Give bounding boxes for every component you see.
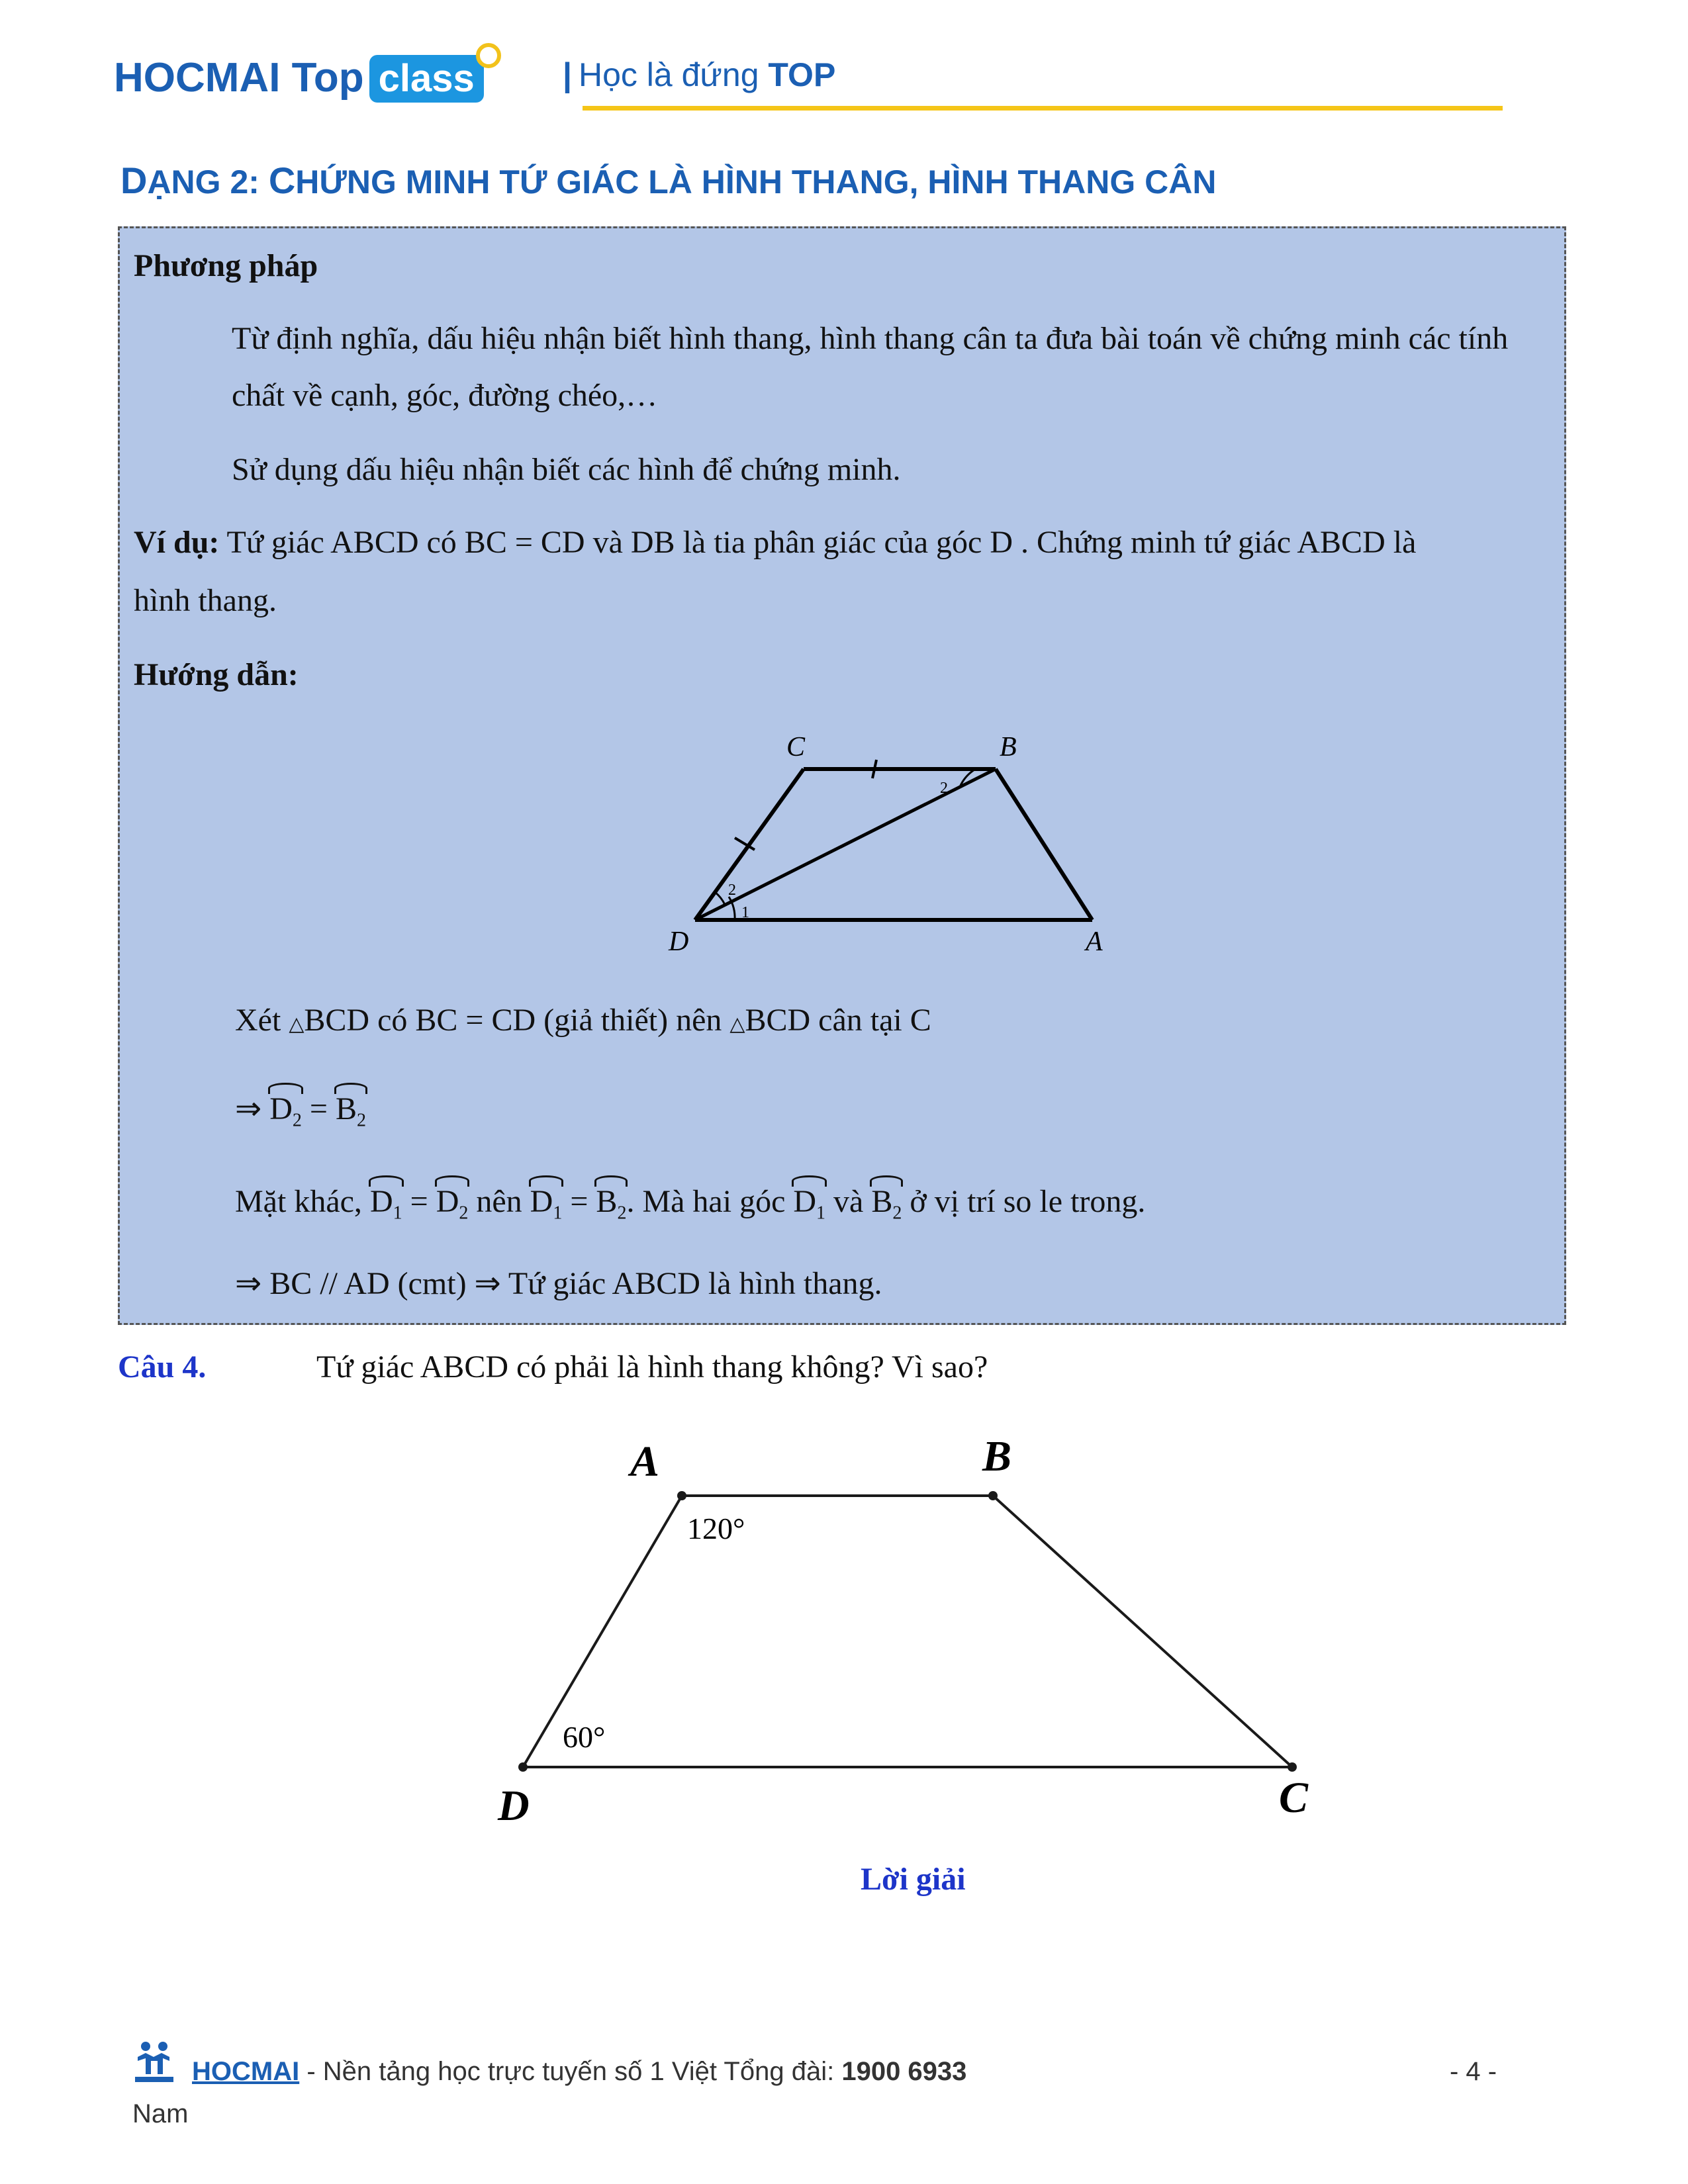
letter-b: B — [596, 1184, 618, 1219]
logo-class-text: class — [378, 57, 475, 100]
sol1-mid: BCD có BC = CD (giả thiết) nên — [304, 1003, 722, 1038]
guide-heading: Hướng dẫn: — [134, 657, 299, 692]
vertex-a — [677, 1491, 686, 1500]
example-line2: hình thang. — [134, 583, 277, 618]
edge-bc — [993, 1496, 1292, 1767]
footer-text — [192, 2057, 966, 2087]
angle-arc-d2 — [715, 892, 725, 905]
angle-b2 — [336, 1085, 366, 1141]
solution-line1 — [235, 1001, 931, 1044]
subscript: 2 — [617, 1203, 627, 1224]
logo-class-badge — [369, 55, 484, 103]
label-a: A — [630, 1437, 660, 1486]
label-c: C — [786, 732, 806, 762]
bullet1-line1: Từ định nghĩa, dấu hiệu nhận biết hình thang, hình thang cân ta đưa bài toán về chứng minh các tính — [232, 321, 1509, 356]
sol3-va: và — [825, 1184, 872, 1219]
footer-nam: Nam — [132, 2099, 189, 2128]
question-text: Tứ giác ABCD có phải là hình thang không? Vì sao? — [316, 1349, 988, 1385]
triangle-icon: △ — [729, 1013, 745, 1035]
label-d: D — [669, 927, 689, 957]
label-angle-d2: 2 — [728, 882, 736, 899]
title-part-2: HỨNG MINH TỨ GIÁC LÀ HÌNH THANG, HÌNH THANG CÂN — [295, 163, 1217, 201]
question-label: Câu 4. — [118, 1349, 207, 1385]
example-text: Tứ giác ABCD có BC = CD và DB là tia phân giác của góc D . Chứng minh tứ giác ABCD là — [219, 525, 1417, 560]
example-label: Ví dụ: — [134, 525, 220, 560]
footer-brand-link[interactable]: HOCMAI — [192, 2057, 300, 2086]
angle-d1 — [370, 1178, 402, 1234]
triangle-icon: △ — [289, 1013, 305, 1035]
trapezoid-figure-2 — [477, 1423, 1337, 1846]
title-initial-c: C — [268, 159, 296, 201]
subscript: 2 — [292, 1110, 302, 1131]
angle-b2 — [596, 1178, 626, 1234]
equals-sign: = — [402, 1184, 436, 1219]
sol3-nen: nên — [468, 1184, 530, 1219]
letter-d: D — [793, 1184, 817, 1219]
label-b: B — [982, 1432, 1012, 1480]
trapezoid-figure-1 — [649, 721, 1125, 966]
subscript: 1 — [553, 1203, 563, 1224]
angle-d-value: 60° — [563, 1720, 606, 1754]
solution-heading: Lời giải — [861, 1862, 966, 1897]
angle-a-value: 120° — [687, 1512, 745, 1545]
label-angle-d1: 1 — [741, 904, 749, 921]
subscript: 2 — [356, 1110, 366, 1131]
title-part-1: ẠNG 2: — [147, 163, 269, 201]
logo-main-text: HOCMAI Top — [114, 55, 364, 101]
label-b: B — [1000, 732, 1017, 762]
title-initial-d: D — [120, 159, 148, 201]
footer-phone: 1900 6933 — [841, 2057, 967, 2086]
letter-d: D — [436, 1184, 459, 1219]
equals-sign: = — [562, 1184, 596, 1219]
solution-line2 — [235, 1085, 366, 1141]
angle-d2 — [269, 1085, 302, 1141]
solution-line4: ⇒ BC // AD (cmt) ⇒ Tứ giác ABCD là hình thang. — [235, 1266, 882, 1301]
letter-d: D — [269, 1091, 293, 1126]
tagline — [563, 56, 835, 94]
letter-d: D — [369, 1184, 393, 1219]
angle-b2 — [871, 1178, 902, 1234]
header-underline — [583, 106, 1503, 111]
footer-description: - Nền tảng học trực tuyến số 1 Việt Tổng đài: — [299, 2057, 842, 2086]
tagline-top: TOP — [768, 56, 836, 93]
solution-line3 — [235, 1178, 1145, 1234]
subscript: 1 — [393, 1203, 402, 1224]
sol3-ma: . Mà hai góc — [626, 1184, 794, 1219]
tagline-divider: | — [563, 56, 572, 93]
sol1-end: BCD cân tại C — [745, 1003, 931, 1038]
label-a: A — [1086, 927, 1103, 957]
letter-b: B — [335, 1091, 357, 1126]
subscript: 2 — [892, 1203, 902, 1224]
tagline-prefix: Học là đứng — [579, 56, 759, 93]
label-c: C — [1279, 1774, 1309, 1822]
sol3-end: ở vị trí so le trong. — [902, 1184, 1146, 1219]
angle-d2 — [436, 1178, 469, 1234]
letter-d: D — [530, 1184, 553, 1219]
vertex-c — [1288, 1762, 1297, 1772]
edge-ba — [996, 769, 1092, 920]
implies-icon: ⇒ — [235, 1091, 262, 1126]
label-angle-b2: 2 — [940, 780, 948, 797]
subscript: 1 — [816, 1203, 826, 1224]
label-d: D — [498, 1782, 530, 1830]
vertex-d — [518, 1762, 528, 1772]
vertex-b — [988, 1491, 998, 1500]
sol1-xet: Xét — [235, 1003, 281, 1038]
sun-icon — [476, 43, 501, 68]
letter-b: B — [871, 1184, 893, 1219]
bullet2-text: Sử dụng dấu hiệu nhận biết các hình để chứng minh. — [232, 452, 901, 487]
edge-cd — [695, 769, 804, 920]
hocmai-footer-icon — [131, 2038, 177, 2085]
equals-sign: = — [301, 1091, 336, 1126]
section-title — [120, 159, 1216, 202]
subscript: 2 — [459, 1203, 469, 1224]
sol3-prefix: Mặt khác, — [235, 1184, 370, 1219]
hocmai-topclass-logo — [114, 54, 484, 103]
diagonal-db — [695, 769, 996, 920]
method-heading: Phương pháp — [134, 248, 318, 283]
angle-d1 — [530, 1178, 563, 1234]
example-line1 — [134, 523, 1416, 563]
bullet1-line2: chất về cạnh, góc, đường chéo,… — [232, 378, 658, 413]
page-number: - 4 - — [1450, 2057, 1497, 2086]
angle-d1 — [793, 1178, 825, 1234]
